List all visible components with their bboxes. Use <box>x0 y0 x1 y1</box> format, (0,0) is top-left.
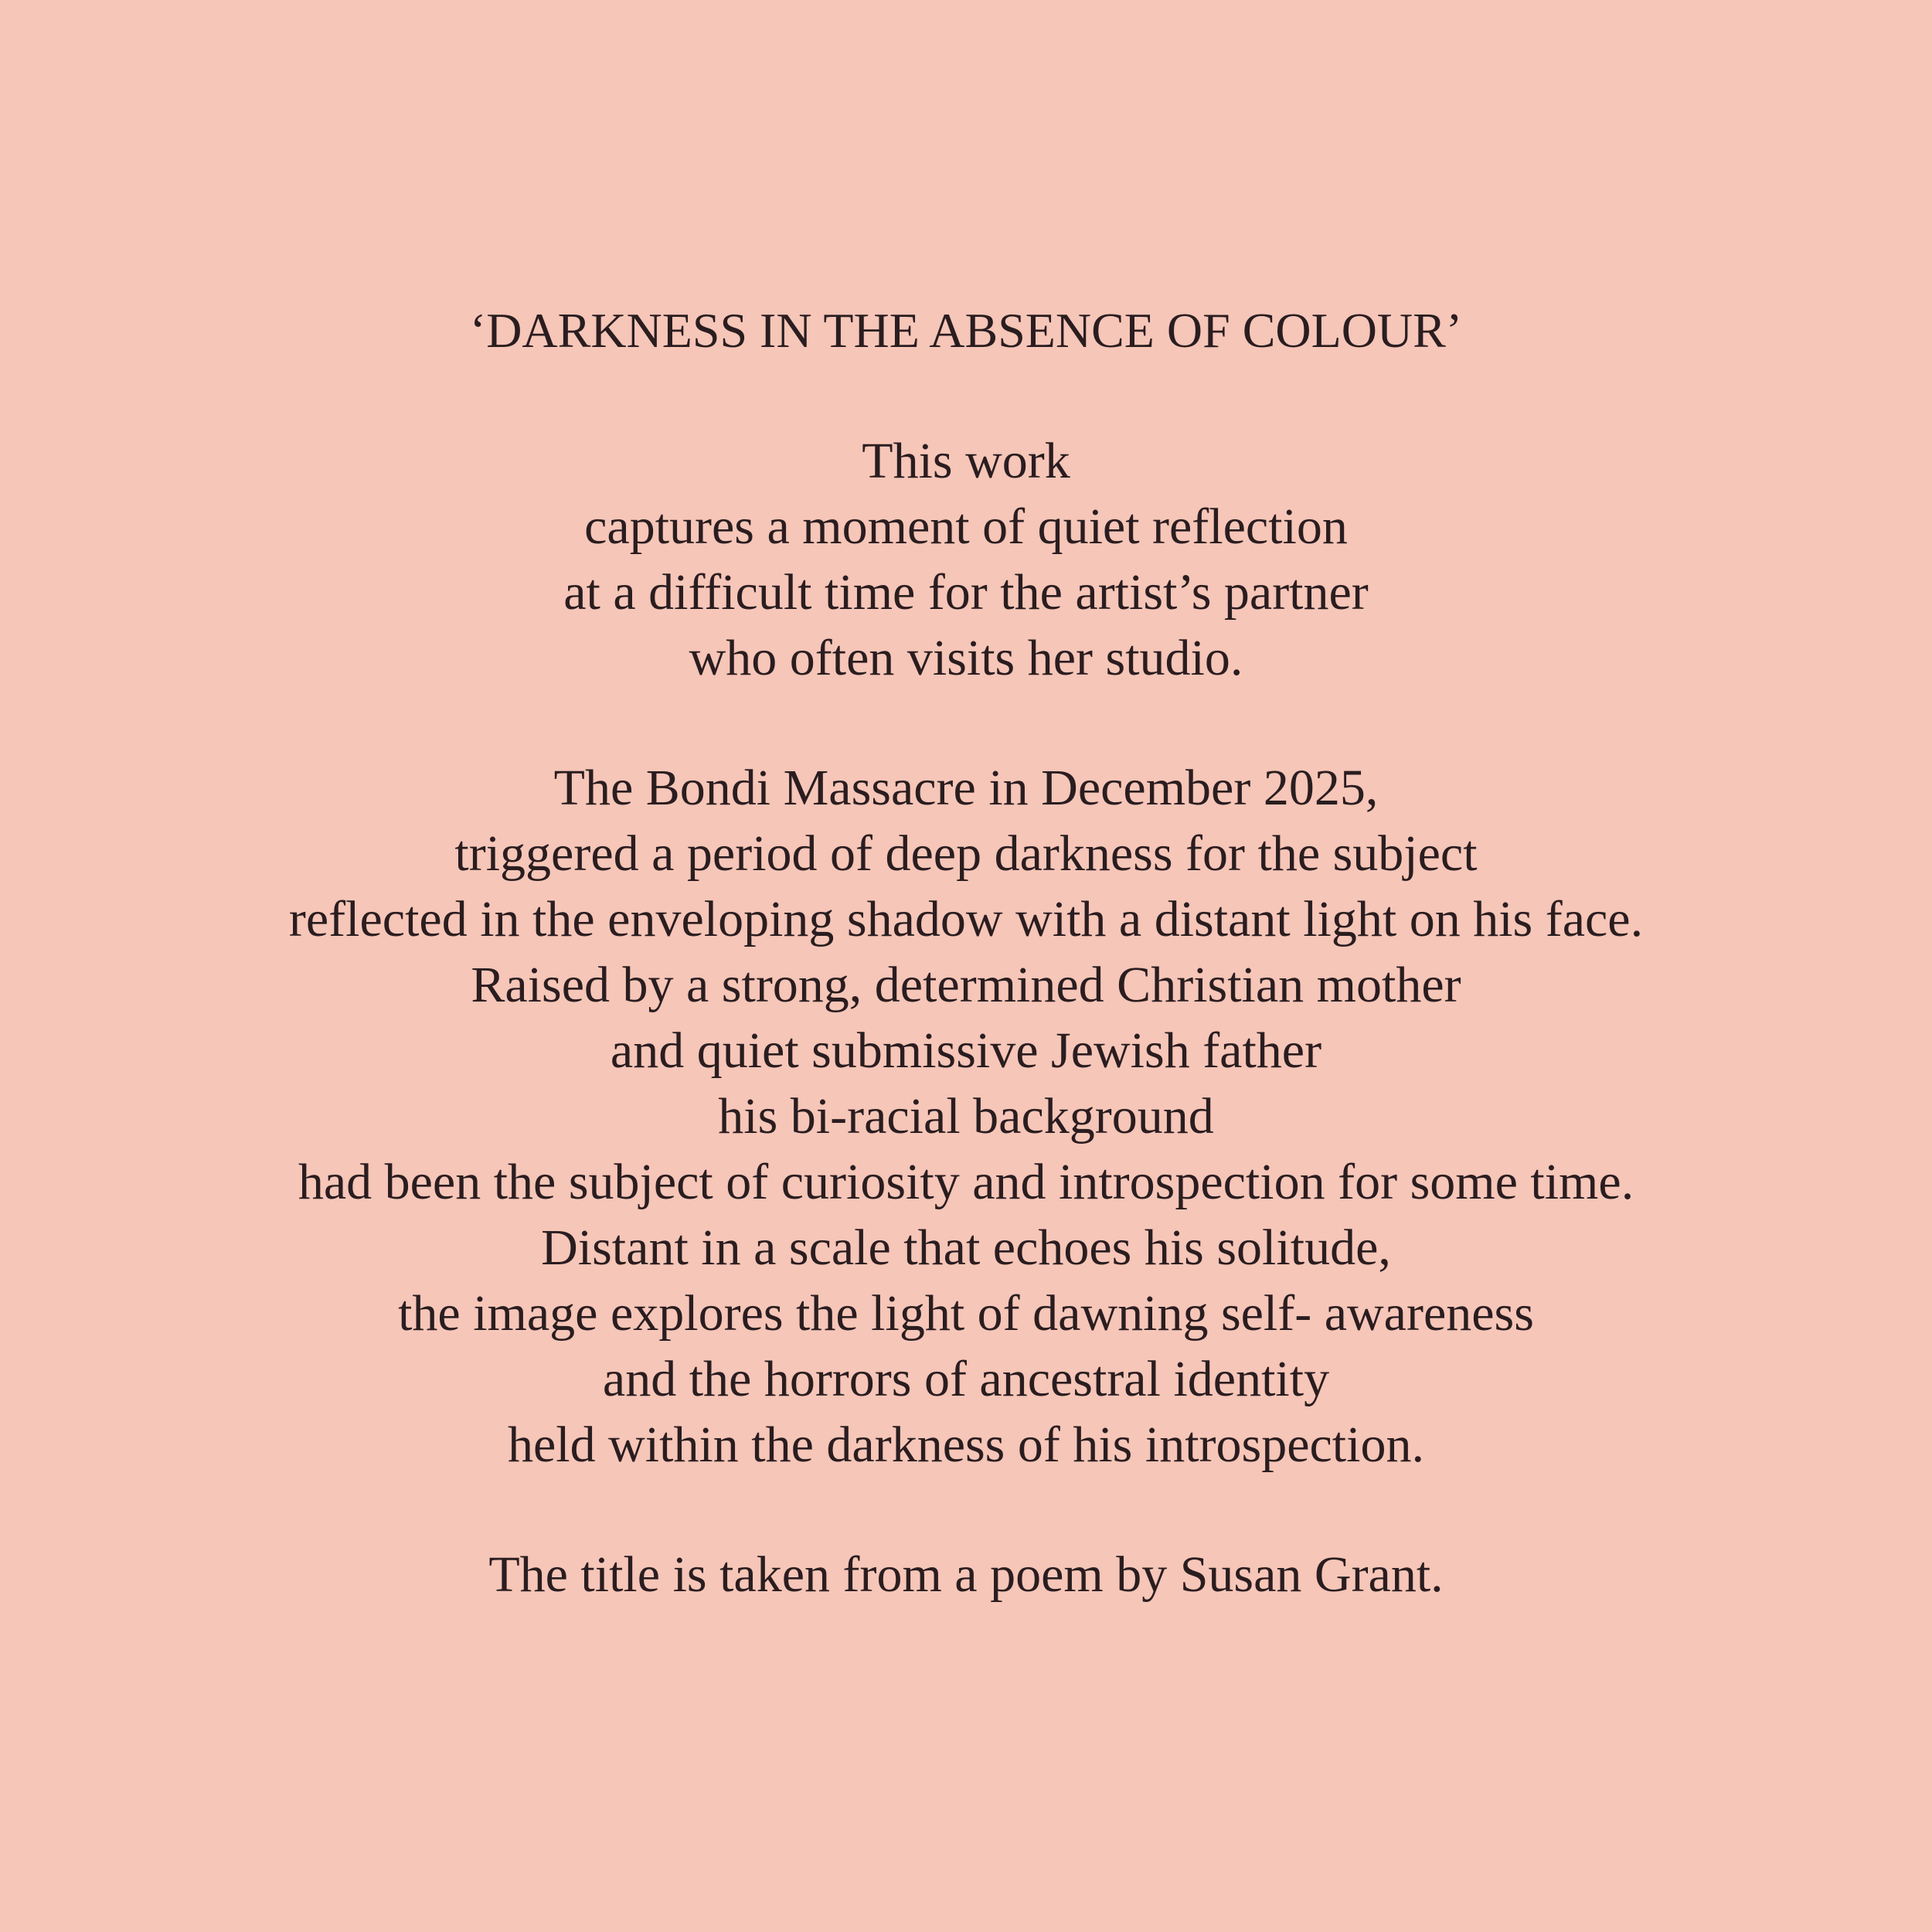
stanza-line: and the horrors of ancestral identity <box>602 1351 1330 1407</box>
stanza-line: at a difficult time for the artist’s partner <box>563 564 1369 621</box>
stanza-line: had been the subject of curiosity and introspection for some time. <box>298 1154 1634 1210</box>
stanza-line: held within the darkness of his introspection. <box>508 1417 1424 1473</box>
stanza-line: This work <box>862 433 1070 489</box>
stanza-line: his bi-racial background <box>718 1088 1214 1145</box>
stanza-title-credit <box>0 1542 1932 1607</box>
stanza-line: reflected in the enveloping shadow with a distant light on his face. <box>288 891 1644 947</box>
stanza-introduction <box>0 428 1932 691</box>
stanza-line: The title is taken from a poem by Susan Grant. <box>488 1546 1444 1603</box>
stanza-line: Raised by a strong, determined Christian mother <box>471 957 1461 1013</box>
stanza-line: and quiet submissive Jewish father <box>610 1022 1322 1079</box>
stanza-line: Distant in a scale that echoes his solitude, <box>541 1219 1391 1276</box>
stanza-line: The Bondi Massacre in December 2025, <box>553 760 1379 816</box>
stanza-line: captures a moment of quiet reflection <box>584 498 1348 555</box>
stanza-context <box>0 755 1932 1478</box>
stanza-line: who often visits her studio. <box>689 630 1243 686</box>
stanza-line: triggered a period of deep darkness for the subject <box>454 825 1478 882</box>
stanza-line: the image explores the light of dawning self- awareness <box>398 1285 1534 1342</box>
artwork-title: ‘DARKNESS IN THE ABSENCE OF COLOUR’ <box>469 303 1463 358</box>
